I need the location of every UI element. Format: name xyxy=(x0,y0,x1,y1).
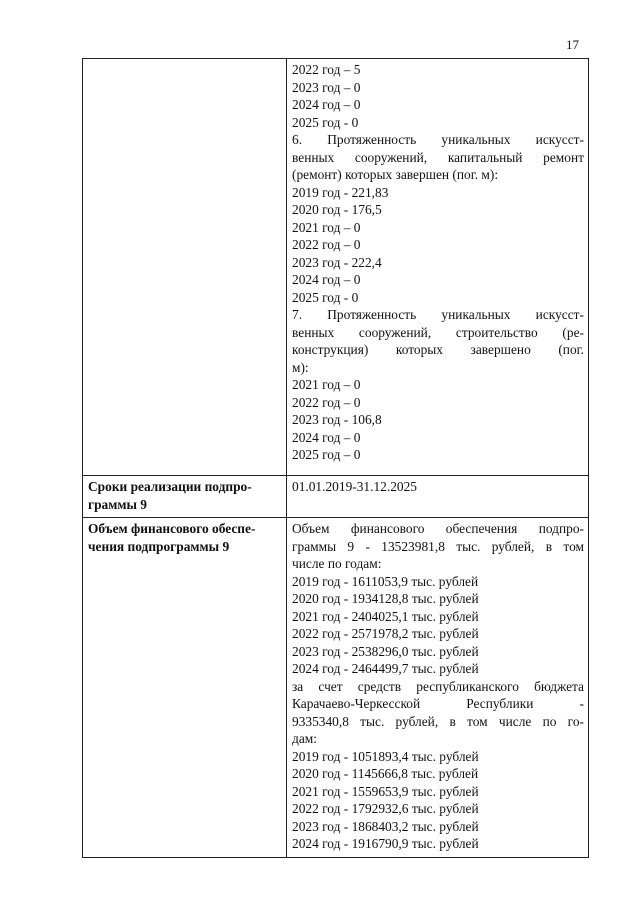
table-row-timeline xyxy=(83,476,589,518)
table-row-indicators xyxy=(83,59,589,476)
indicator-line: 2025 год - 0 xyxy=(292,289,359,305)
indicator-line: венных сооружений, строительство (ре- xyxy=(292,324,584,340)
financing-label-line: чения подпрограммы 9 xyxy=(88,538,230,554)
indicator-line: (ремонт) которых завершен (пог. м): xyxy=(292,167,499,182)
indicator-line: 2023 год - 222,4 xyxy=(292,254,382,270)
indicator-line: 7. Протяженность уникальных искусст- xyxy=(292,307,584,322)
financing-line: 2019 год - 1611053,9 тыс. рублей xyxy=(292,573,479,589)
financing-line: Карачаево-Черкесской Республики - xyxy=(292,696,584,711)
timeline-value: 01.01.2019-31.12.2025 xyxy=(292,479,417,494)
financing-line: 2023 год - 1868403,2 тыс. рублей xyxy=(292,818,479,834)
financing-line: 9335340,8 тыс. рублей, в том числе по го- xyxy=(292,713,584,729)
indicator-line: венных сооружений, капитальный ремонт xyxy=(292,149,584,165)
financing-line: Объем финансового обеспечения подпро- xyxy=(292,521,584,536)
indicators-label-cell xyxy=(83,59,287,476)
indicator-line: 2025 год – 0 xyxy=(292,447,361,462)
financing-line: за счет средств республиканского бюджета xyxy=(292,678,584,694)
timeline-label-line: Сроки реализации подпро- xyxy=(88,479,252,494)
financing-line: 2021 год - 2404025,1 тыс. рублей xyxy=(292,608,479,624)
financing-line: 2021 год - 1559653,9 тыс. рублей xyxy=(292,783,479,799)
indicator-line: 2021 год – 0 xyxy=(292,219,361,235)
financing-line: 2022 год - 2571978,2 тыс. рублей xyxy=(292,626,479,641)
indicator-line: м): xyxy=(292,359,309,375)
financing-line: 2020 год - 1934128,8 тыс. рублей xyxy=(292,591,479,606)
financing-label-cell xyxy=(83,518,287,858)
financing-line: 2024 год - 1916790,9 тыс. рублей xyxy=(292,836,479,851)
financing-line: дам: xyxy=(292,731,317,746)
indicator-line: 2019 год - 221,83 xyxy=(292,184,389,200)
indicator-line: 2024 год – 0 xyxy=(292,429,361,445)
financing-line: 2022 год - 1792932,6 тыс. рублей xyxy=(292,801,479,816)
indicator-line: 2023 год - 106,8 xyxy=(292,412,382,427)
indicators-value-cell xyxy=(287,59,589,476)
indicator-line: 6. Протяженность уникальных искусст- xyxy=(292,132,584,147)
financing-line: 2024 год - 2464499,7 тыс. рублей xyxy=(292,661,479,676)
passport-table xyxy=(82,58,589,858)
indicator-line: 2024 год – 0 xyxy=(292,97,361,112)
indicator-line: 2021 год – 0 xyxy=(292,377,361,392)
indicator-line: 2020 год - 176,5 xyxy=(292,202,382,217)
indicator-line: 2023 год – 0 xyxy=(292,79,361,95)
financing-line: 2019 год - 1051893,4 тыс. рублей xyxy=(292,748,479,764)
page-number: 17 xyxy=(566,37,579,52)
table-row-financing xyxy=(83,518,589,858)
financing-label-line: Объем финансового обеспе- xyxy=(88,521,256,536)
indicator-line: 2022 год – 0 xyxy=(292,237,361,252)
indicator-line: 2024 год – 0 xyxy=(292,272,361,287)
financing-value-cell xyxy=(287,518,589,858)
timeline-label-cell xyxy=(83,476,287,518)
timeline-value-cell xyxy=(287,476,589,518)
indicator-line: 2022 год – 0 xyxy=(292,394,361,410)
financing-line: граммы 9 - 13523981,8 тыс. рублей, в том xyxy=(292,538,584,554)
indicator-line: конструкция) которых завершено (пог. xyxy=(292,342,584,357)
timeline-label-line: граммы 9 xyxy=(88,496,147,512)
indicator-line: 2025 год - 0 xyxy=(292,114,359,130)
indicator-line: 2022 год – 5 xyxy=(292,62,361,77)
financing-line: 2020 год - 1145666,8 тыс. рублей xyxy=(292,766,479,781)
financing-line: 2023 год - 2538296,0 тыс. рублей xyxy=(292,643,479,659)
financing-line: числе по годам: xyxy=(292,556,382,571)
